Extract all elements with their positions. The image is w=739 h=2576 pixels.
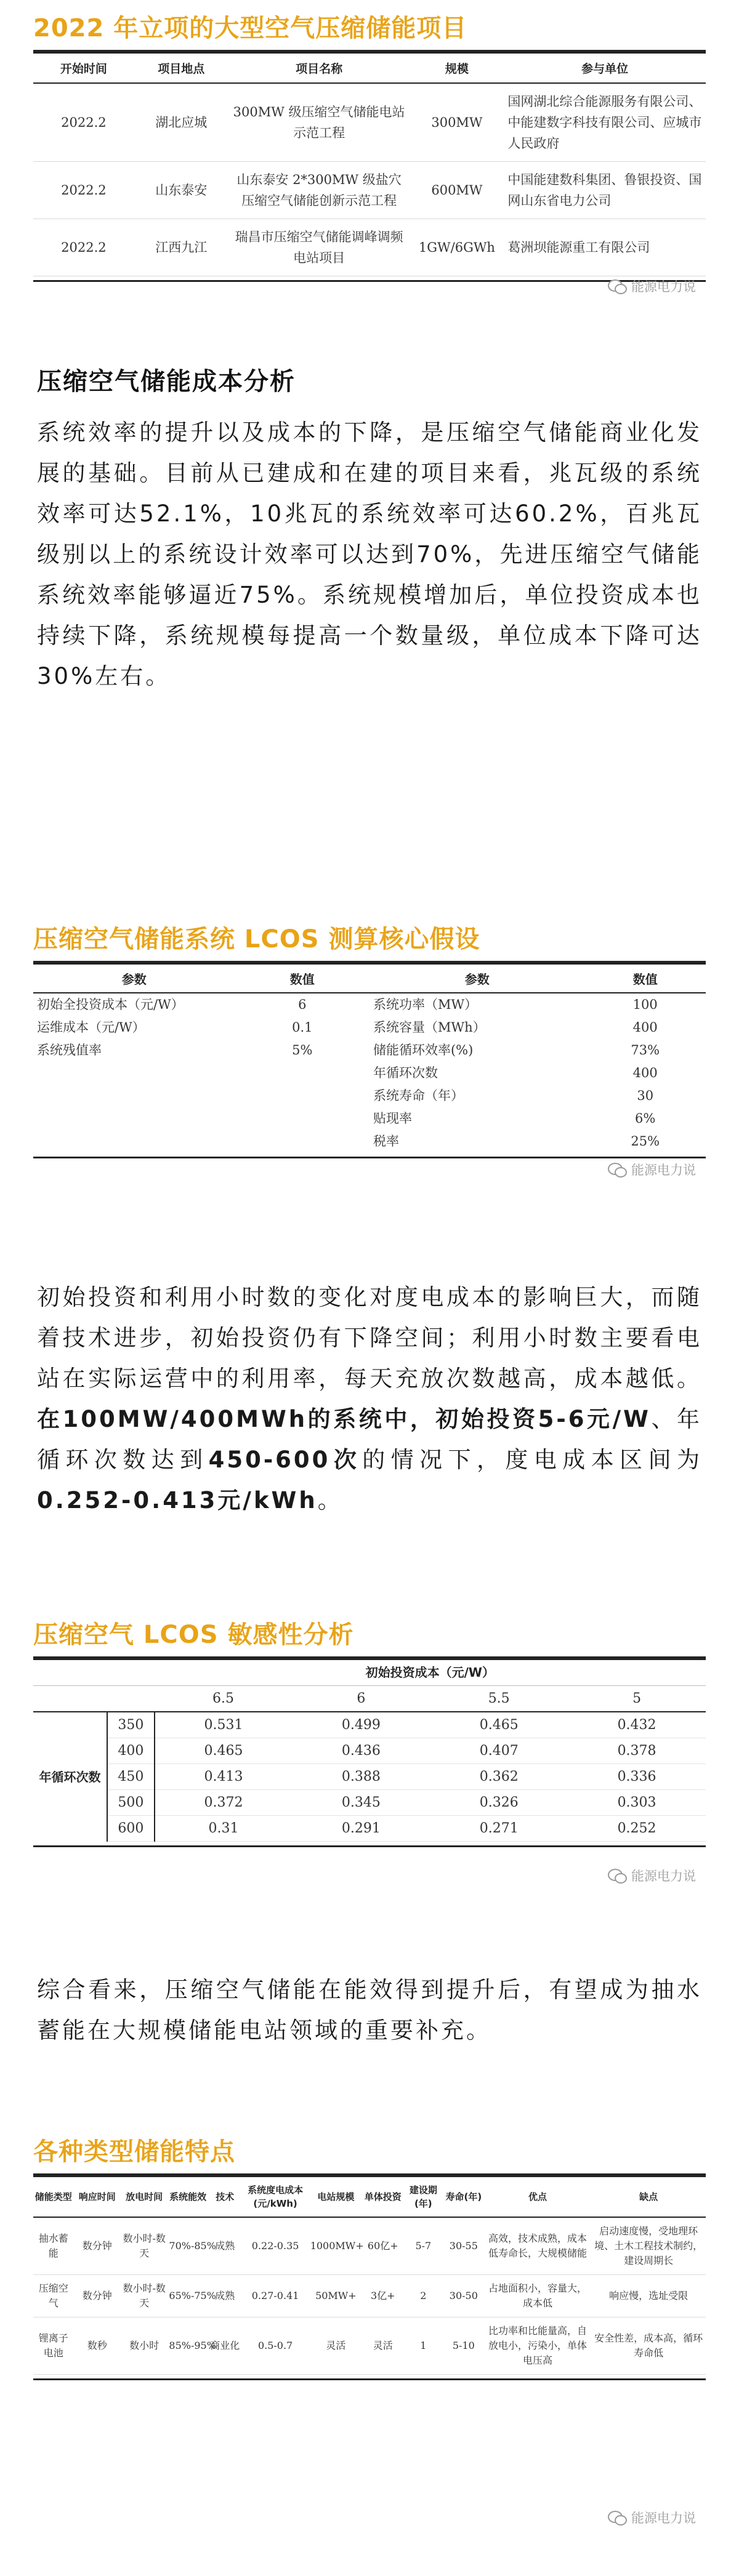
table-cell: 0.465 <box>430 1712 568 1738</box>
table-row <box>33 1130 706 1153</box>
table-cell: 0.303 <box>568 1790 706 1816</box>
text-normal: 初始投资和利用小时数的变化对度电成本的影响巨大，而随着技术进步，初始投资仍有下降空间；利用小时数主要看电站在实际运营中的利用率，每天充放次数越高，成本越低。 <box>37 1284 702 1392</box>
table-cell: 压缩空气 <box>33 2275 74 2317</box>
table-cell: 0.378 <box>568 1738 706 1764</box>
cost-analysis-section <box>0 326 739 911</box>
table-row <box>33 2275 706 2317</box>
table-cell: 灵活 <box>309 2317 363 2375</box>
table-cell: 85%-95% <box>168 2317 208 2375</box>
table-cell: 0.362 <box>430 1764 568 1790</box>
table1-figure <box>25 0 714 326</box>
table-cell: 贴现率 <box>373 1111 412 1126</box>
chat-bubbles-icon <box>608 1869 626 1882</box>
chat-bubbles-icon <box>608 279 626 293</box>
table-row <box>33 1738 706 1764</box>
table-cell: 数秒 <box>74 2317 121 2375</box>
table-cell: 系统寿命（年） <box>373 1088 464 1103</box>
table-cell: 年循环次数 <box>373 1065 438 1080</box>
chat-bubbles-icon <box>608 1163 626 1176</box>
table4 <box>33 2177 706 2375</box>
table-row <box>33 2217 706 2275</box>
table1-header: 项目地点 <box>134 54 228 83</box>
table-cell: 数分钟 <box>74 2217 121 2275</box>
table-cell: 3亿+ <box>363 2275 403 2317</box>
watermark-text: 能源电力说 <box>631 1869 696 1884</box>
table1-header: 开始时间 <box>33 54 134 83</box>
table4-header: 单体投资 <box>363 2177 403 2217</box>
table3-figure <box>25 1607 714 1914</box>
table-row <box>33 1107 706 1130</box>
table-cell: 0.499 <box>292 1712 430 1738</box>
table1-bottom-rule <box>33 280 706 282</box>
table-cell: 6 <box>298 997 307 1012</box>
table-cell: 国网湖北综合能源服务有限公司、中能建数字科技有限公司、应城市人民政府 <box>504 83 706 162</box>
table-cell: 运维成本（元/W） <box>37 1020 145 1035</box>
watermark <box>608 2508 696 2527</box>
table4-title: 各种类型储能特点 <box>33 2138 235 2166</box>
table-cell: 30-55 <box>443 2217 484 2275</box>
text-normal: 。 <box>317 1487 343 1514</box>
row-label: 450 <box>107 1764 154 1790</box>
table1-header-row <box>33 54 706 83</box>
table-cell: 高效，技术成熟，成本低寿命长，大规模储能 <box>484 2217 592 2275</box>
table1 <box>33 54 706 276</box>
table-row <box>33 993 706 1016</box>
table4-header: 储能类型 <box>33 2177 74 2217</box>
table-cell: 系统残值率 <box>37 1043 102 1057</box>
table-cell: 数分钟 <box>74 2275 121 2317</box>
table-cell: 0.432 <box>568 1712 706 1738</box>
table2-figure <box>25 911 714 1231</box>
table-cell: 5-7 <box>403 2217 444 2275</box>
table-row <box>33 1764 706 1790</box>
table-cell: 2022.2 <box>33 219 134 276</box>
table-row <box>33 1790 706 1816</box>
table4-header: 优点 <box>484 2177 592 2217</box>
table-cell: 0.388 <box>292 1764 430 1790</box>
table-cell: 比功率和比能量高，自放电小，污染小，单体电压高 <box>484 2317 592 2375</box>
table-cell: 成熟 <box>208 2217 242 2275</box>
table-row <box>33 1085 706 1107</box>
table-cell: 0.436 <box>292 1738 430 1764</box>
table-cell: 30 <box>637 1088 654 1103</box>
text-bold: 450-600次 <box>208 1446 363 1473</box>
table3-group-header-row <box>33 1660 706 1686</box>
table-cell: 0.291 <box>292 1816 430 1842</box>
table-cell: 抽水蓄能 <box>33 2217 74 2275</box>
section-paragraph: 综合看来，压缩空气储能在能效得到提升后，有望成为抽水蓄能在大规模储能电站领域的重要补充。 <box>37 1976 702 2044</box>
table-cell: 65%-75% <box>168 2275 208 2317</box>
watermark <box>608 277 696 295</box>
table-cell: 山东泰安 <box>134 162 228 219</box>
table-row <box>33 219 706 276</box>
table-row <box>33 83 706 162</box>
table4-header: 系统能效 <box>168 2177 208 2217</box>
table1-header: 参与单位 <box>504 54 706 83</box>
table2-title: 压缩空气储能系统 LCOS 测算核心假设 <box>33 925 480 953</box>
table-cell: 60亿+ <box>363 2217 403 2275</box>
col-header: 5 <box>568 1686 706 1712</box>
table-cell: 数小时-数天 <box>121 2275 168 2317</box>
table-cell: 1000MW+ <box>309 2217 363 2275</box>
conclusion-section <box>0 1914 739 2124</box>
text-normal: 、年循环次数达到 <box>37 1406 703 1473</box>
table-cell: 0.271 <box>430 1816 568 1842</box>
table-cell: 数小时-数天 <box>121 2217 168 2275</box>
table-cell: 2022.2 <box>33 162 134 219</box>
table-cell: 300MW <box>410 83 504 162</box>
table-cell: 系统功率（MW） <box>373 997 478 1012</box>
table-cell: 中国能建数科集团、鲁银投资、国网山东省电力公司 <box>504 162 706 219</box>
col-header: 5.5 <box>430 1686 568 1712</box>
table-cell: 30-50 <box>443 2275 484 2317</box>
table-cell: 灵活 <box>363 2317 403 2375</box>
table-cell: 300MW 级压缩空气储能电站示范工程 <box>228 83 410 162</box>
table1-header: 项目名称 <box>228 54 410 83</box>
table-row <box>33 162 706 219</box>
table4-header: 系统度电成本(元/kWh) <box>242 2177 309 2217</box>
table-cell: 湖北应城 <box>134 83 228 162</box>
table-cell: 江西九江 <box>134 219 228 276</box>
table-row <box>33 2317 706 2375</box>
table4-header-row <box>33 2177 706 2217</box>
table-cell: 初始全投资成本（元/W） <box>37 997 184 1012</box>
table4-header: 放电时间 <box>121 2177 168 2217</box>
table-cell: 商业化 <box>208 2317 242 2375</box>
table-cell: 70%-85% <box>168 2217 208 2275</box>
row-label: 350 <box>107 1712 154 1738</box>
table-cell: 响应慢，选址受限 <box>591 2275 706 2317</box>
section-paragraph: 系统效率的提升以及成本的下降，是压缩空气储能商业化发展的基础。目前从已建成和在建的项目来看，兆瓦级的系统效率可达52.1%，10兆瓦的系统效率可达60.2%，百兆瓦级别以上的系统设计效率可以达到70%，先进压缩空气储能系统效率能够逼近75%。系统规模增加后，单位投资成本也持续下降，系统规模每提高一个数量级，单位成本下降可达30%左右。 <box>37 419 702 689</box>
table-cell: 0.531 <box>155 1712 293 1738</box>
table4-header: 建设期(年) <box>403 2177 444 2217</box>
row-group-label: 年循环次数 <box>33 1712 107 1842</box>
table2-bottom-rule <box>33 1157 706 1158</box>
table-row <box>33 1016 706 1039</box>
table-cell: 2022.2 <box>33 83 134 162</box>
table4-header: 响应时间 <box>74 2177 121 2217</box>
table-cell: 5% <box>292 1043 313 1057</box>
text-bold: 0.252-0.413元/kWh <box>37 1487 318 1514</box>
table-cell: 73% <box>631 1043 660 1057</box>
table-cell: 25% <box>631 1134 660 1149</box>
section-heading: 压缩空气储能成本分析 <box>37 367 296 396</box>
section-paragraph <box>37 1277 702 1521</box>
table3 <box>33 1660 706 1842</box>
table-cell: 占地面积小，容量大，成本低 <box>484 2275 592 2317</box>
table-cell: 成熟 <box>208 2275 242 2317</box>
chat-bubbles-icon <box>608 2511 626 2524</box>
table-cell: 2 <box>403 2275 444 2317</box>
table4-header: 寿命(年) <box>443 2177 484 2217</box>
table-cell: 0.413 <box>155 1764 293 1790</box>
table-cell: 100 <box>632 997 658 1012</box>
table4-bottom-rule <box>33 2378 706 2380</box>
table2-header: 数值 <box>235 965 370 993</box>
table1-header: 规模 <box>410 54 504 83</box>
table-cell: 0.372 <box>155 1790 293 1816</box>
row-label: 600 <box>107 1816 154 1842</box>
table-cell: 启动速度慢，受地理环境、土木工程技术制约，建设周期长 <box>591 2217 706 2275</box>
table-cell: 0.5-0.7 <box>242 2317 309 2375</box>
col-header: 6 <box>292 1686 430 1712</box>
row-label: 400 <box>107 1738 154 1764</box>
text-bold: 在100MW/400MWh的系统中，初始投资5-6元/W <box>37 1406 651 1432</box>
table-row <box>33 1712 706 1738</box>
table-cell: 0.326 <box>430 1790 568 1816</box>
table4-header: 缺点 <box>591 2177 706 2217</box>
table-cell: 0.1 <box>292 1020 313 1035</box>
table-row <box>33 1062 706 1085</box>
table2-header: 数值 <box>584 965 706 993</box>
table3-title: 压缩空气 LCOS 敏感性分析 <box>33 1621 354 1649</box>
table4-figure <box>25 2124 714 2576</box>
table2-header: 参数 <box>370 965 584 993</box>
table-cell: 0.407 <box>430 1738 568 1764</box>
table-row <box>33 1816 706 1842</box>
watermark-text: 能源电力说 <box>631 279 696 294</box>
watermark-text: 能源电力说 <box>631 1163 696 1178</box>
col-group-label: 初始投资成本（元/W） <box>155 1660 706 1686</box>
table-cell: 50MW+ <box>309 2275 363 2317</box>
table-cell: 0.27-0.41 <box>242 2275 309 2317</box>
table-cell: 6% <box>635 1111 656 1126</box>
table-cell: 瑞昌市压缩空气储能调峰调频电站项目 <box>228 219 410 276</box>
col-header: 6.5 <box>155 1686 293 1712</box>
table-cell: 山东泰安 2*300MW 级盐穴压缩空气储能创新示范工程 <box>228 162 410 219</box>
watermark <box>608 1160 696 1179</box>
table3-bottom-rule <box>33 1845 706 1847</box>
table-row <box>33 1039 706 1062</box>
table-cell: 0.345 <box>292 1790 430 1816</box>
table-cell: 400 <box>632 1020 658 1035</box>
table-cell: 1GW/6GWh <box>410 219 504 276</box>
table2-header-row <box>33 965 706 993</box>
table-cell: 0.31 <box>155 1816 293 1842</box>
watermark <box>608 1866 696 1885</box>
table-cell: 数小时 <box>121 2317 168 2375</box>
table-cell: 400 <box>632 1065 658 1080</box>
row-label: 500 <box>107 1790 154 1816</box>
table-cell: 0.252 <box>568 1816 706 1842</box>
table-cell: 600MW <box>410 162 504 219</box>
table-cell: 5-10 <box>443 2317 484 2375</box>
table-cell: 0.465 <box>155 1738 293 1764</box>
table-cell: 锂离子电池 <box>33 2317 74 2375</box>
table-cell: 0.336 <box>568 1764 706 1790</box>
table3-col-header-row <box>33 1686 706 1712</box>
table-cell: 0.22-0.35 <box>242 2217 309 2275</box>
table4-header: 技术 <box>208 2177 242 2217</box>
table-cell: 葛洲坝能源重工有限公司 <box>504 219 706 276</box>
table-cell: 安全性差，成本高，循环寿命低 <box>591 2317 706 2375</box>
table-cell: 税率 <box>373 1134 399 1149</box>
table-cell: 1 <box>403 2317 444 2375</box>
table2 <box>33 965 706 1153</box>
table1-title: 2022 年立项的大型空气压缩储能项目 <box>33 14 467 42</box>
watermark-text: 能源电力说 <box>631 2511 696 2526</box>
text-normal: 的情况下，度电成本区间为 <box>362 1446 703 1473</box>
investment-section <box>0 1231 739 1607</box>
table4-header: 电站规模 <box>309 2177 363 2217</box>
table2-header: 参数 <box>33 965 235 993</box>
table-cell: 储能循环效率(%) <box>373 1043 474 1057</box>
table-cell: 系统容量（MWh） <box>373 1020 486 1035</box>
